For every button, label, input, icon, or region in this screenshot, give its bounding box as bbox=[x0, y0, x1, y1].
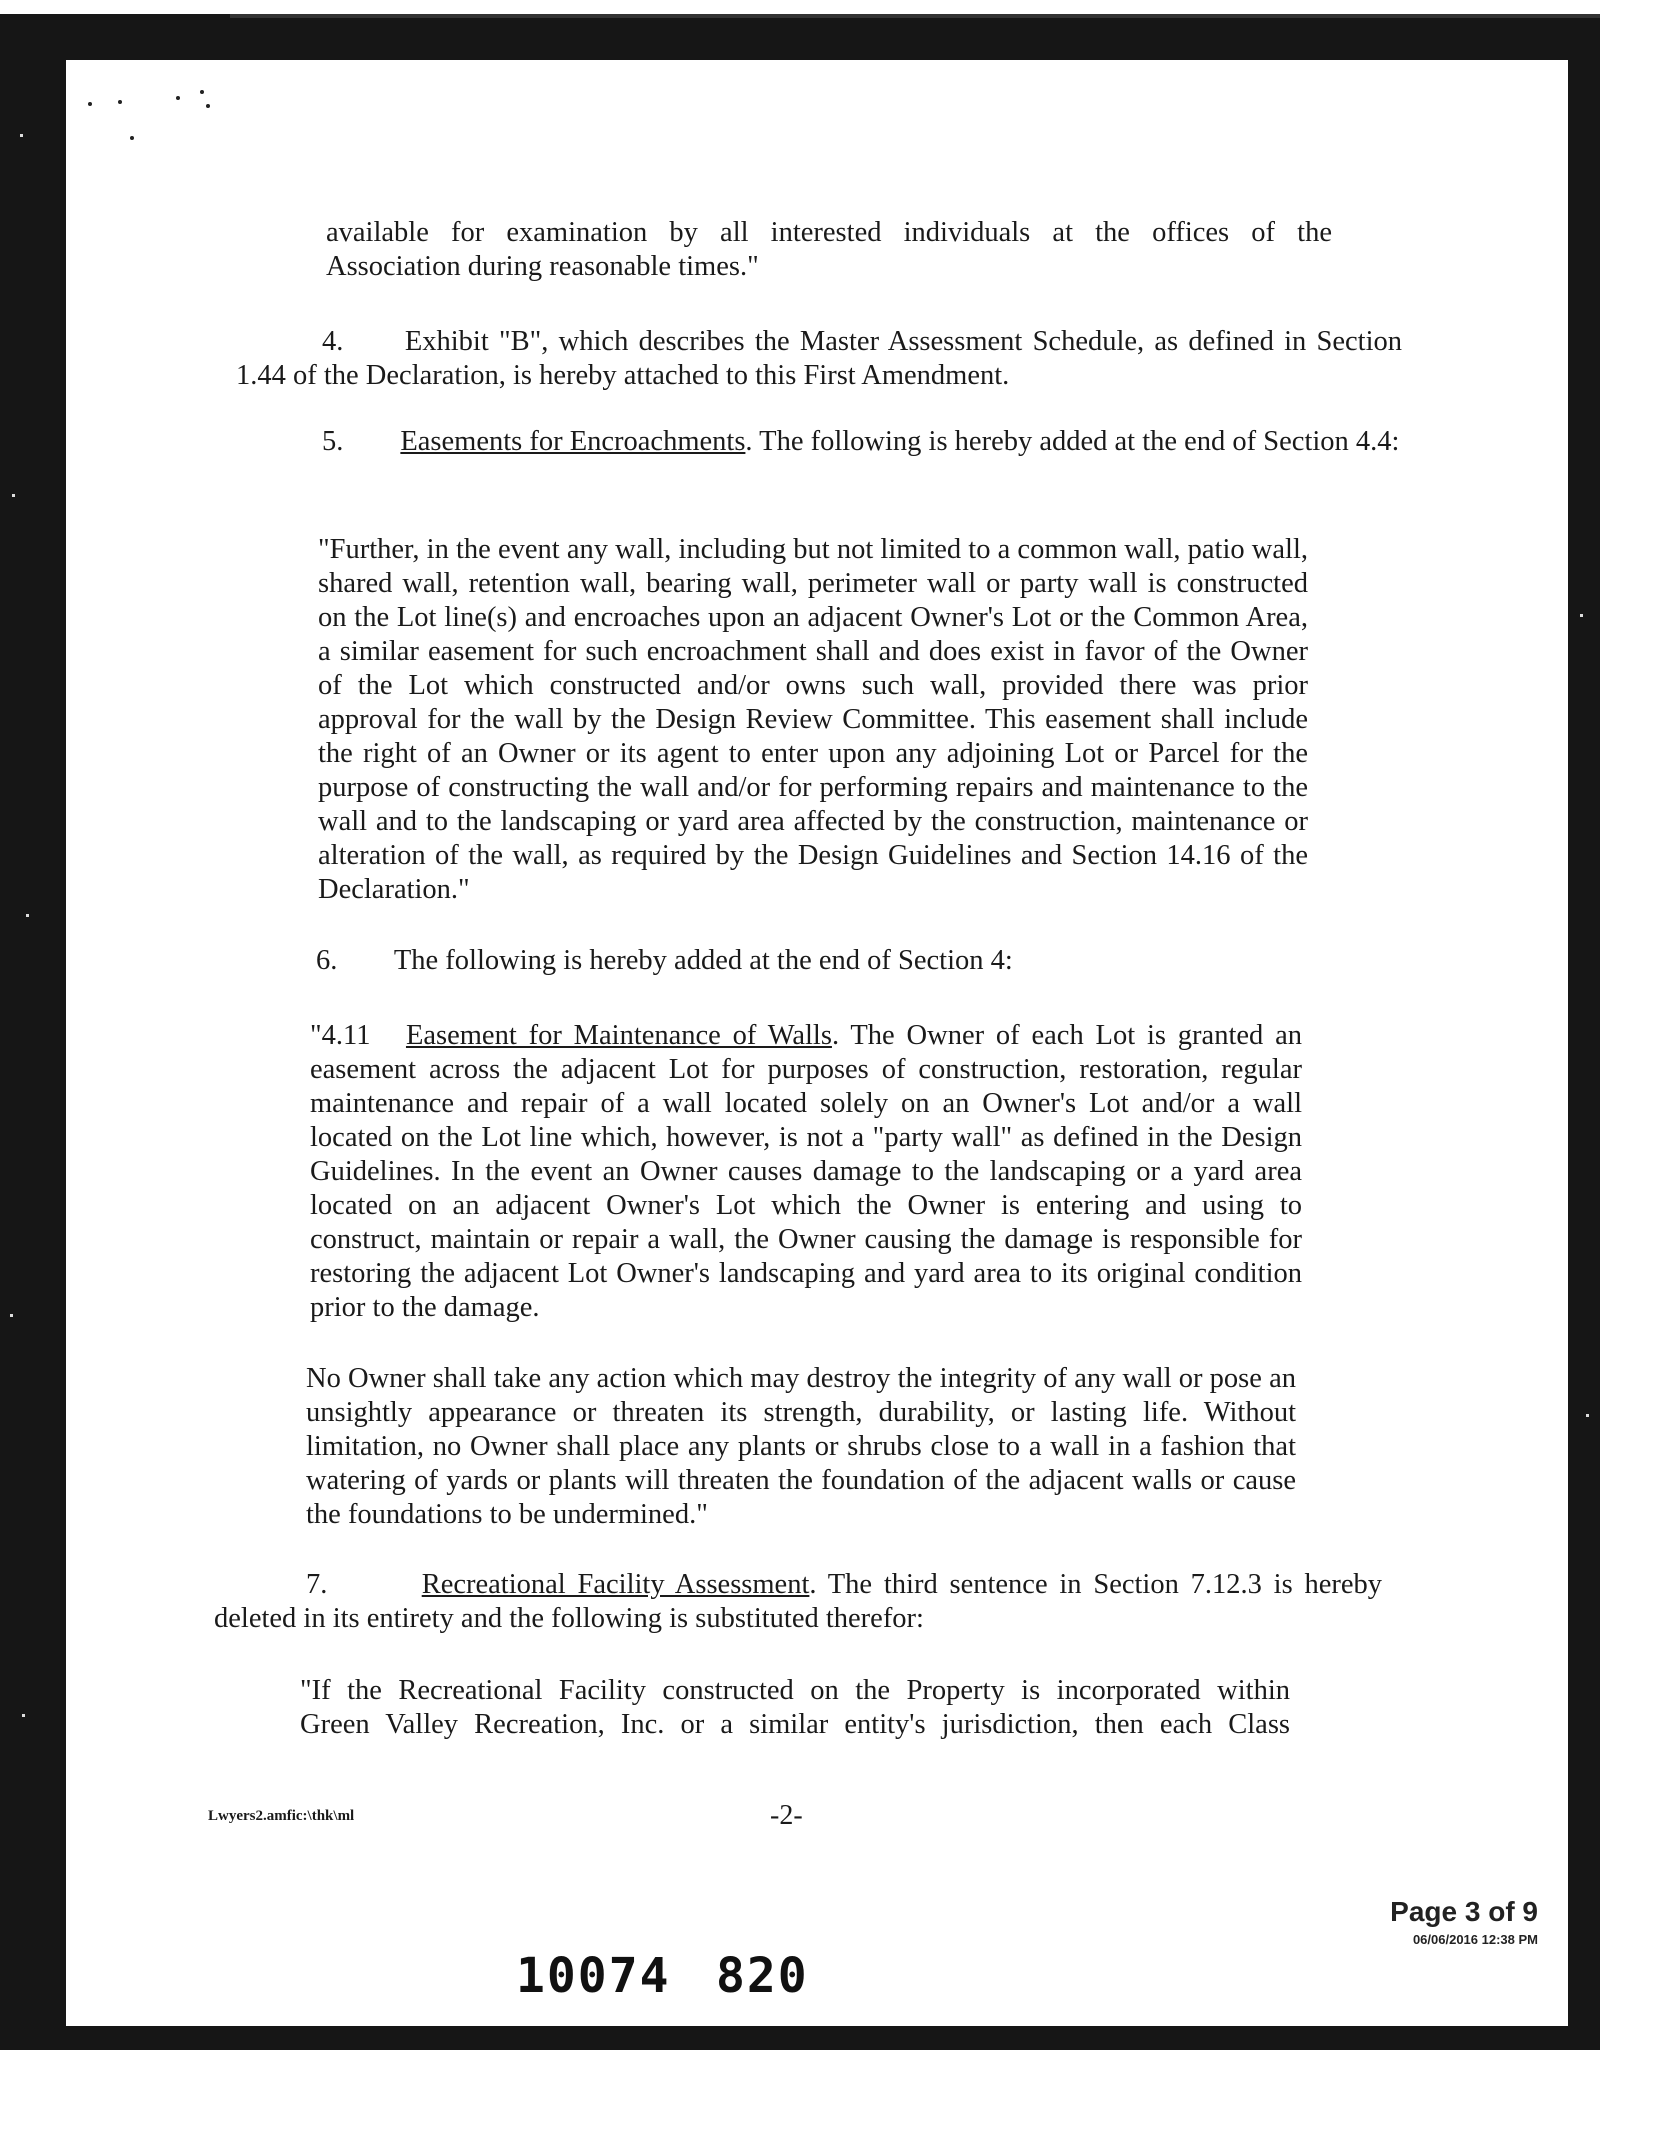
paragraph-continuation bbox=[326, 216, 1332, 284]
book-page-number: 820 bbox=[716, 1948, 809, 2004]
paragraph-7-quote bbox=[300, 1674, 1290, 1742]
continuation-line-2: Association during reasonable times." bbox=[326, 251, 759, 282]
paragraph-7-number: 7. bbox=[306, 1569, 328, 1600]
paragraph-6-quote-2-text: No Owner shall take any action which may destroy the integrity of any wall or pose an unsightly appearance or threaten its strength, durability, or lasting life. Without limitation, no Owner shall place any plants or shrubs close to a wall in a fashion that watering of yards or plants will threaten the foundation of the adjacent walls or cause the foundations to be undermined." bbox=[306, 1363, 1296, 1530]
paper-speck bbox=[206, 104, 210, 108]
scan-speck bbox=[1580, 614, 1583, 617]
paragraph-5-heading: Easements for Encroachments bbox=[400, 426, 746, 457]
scan-speck bbox=[20, 134, 23, 137]
scan-top-rule bbox=[230, 14, 1600, 18]
paragraph-6-quote-2 bbox=[306, 1362, 1296, 1532]
paragraph-5-quote-text: "Further, in the event any wall, including but not limited to a common wall, patio wall, shared wall, retention wall, bearing wall, perimeter wall or party wall is constructed on the Lot line(s) and encroaches upon an adjacent Owner's Lot or the Common Area, a similar easement for such encroachment shall and does exist in favor of the Owner of the Lot which constructed and/or owns such wall, provided there was prior approval for the wall by the Design Review Committee. This easement shall include the right of an Owner or its agent to enter upon any adjoining Lot or Parcel for the purpose of constructing the wall and/or for performing repairs and maintenance to the wall and to the landscaping or yard area affected by the construction, maintenance or alteration of the wall, as required by the Design Guidelines and Section 14.16 of the Declaration." bbox=[318, 534, 1308, 905]
paragraph-7-quote-line-2: Green Valley Recreation, Inc. or a similar entity's jurisdiction, then each Class bbox=[300, 1709, 1290, 1740]
paragraph-5 bbox=[236, 425, 1402, 459]
paragraph-4-number: 4. bbox=[322, 326, 344, 357]
paper-speck bbox=[88, 102, 92, 106]
paragraph-4-text: Exhibit "B", which describes the Master Assessment Schedule, as defined in Section 1.44 of the Declaration, is hereby attached to this First Amendment. bbox=[236, 326, 1402, 391]
paragraph-7-quote-line-1: "If the Recreational Facility constructed on the Property is incorporated within bbox=[300, 1675, 1290, 1706]
paragraph-5-quote bbox=[318, 533, 1308, 907]
scan-speck bbox=[12, 494, 15, 497]
paper-speck bbox=[176, 96, 180, 100]
continuation-line-1: available for examination by all interested individuals at the offices of the bbox=[326, 217, 1332, 248]
paper-speck bbox=[200, 90, 204, 94]
page-count-stamp: Page 3 of 9 bbox=[1390, 1896, 1538, 1927]
scan-speck bbox=[26, 914, 29, 917]
paragraph-7-text: . The third sentence in Section 7.12.3 is hereby deleted in its entirety and the following is substituted therefor: bbox=[214, 1569, 1383, 1634]
stamp-datetime: 06/06/2016 12:38 PM bbox=[1412, 1932, 1538, 1947]
section-4-11-quote bbox=[310, 1019, 1302, 1325]
paragraph-7 bbox=[214, 1568, 1382, 1636]
scan-speck bbox=[1586, 1414, 1589, 1417]
paragraph-6-text: The following is hereby added at the end of Section 4: bbox=[393, 945, 1013, 976]
paragraph-5-number: 5. bbox=[322, 426, 344, 457]
book-number: 10074 bbox=[516, 1948, 671, 2004]
section-4-11-heading: Easement for Maintenance of Walls bbox=[405, 1020, 832, 1051]
footer-page-number: -2- bbox=[770, 1800, 803, 1831]
paragraph-6 bbox=[316, 944, 1316, 978]
paragraph-5-text: . The following is hereby added at the end of Section 4.4: bbox=[745, 426, 1400, 457]
footer-file-reference: Lwyers2.amfic:\thk\ml bbox=[208, 1808, 355, 1824]
section-4-11-text: . The Owner of each Lot is granted an easement across the adjacent Lot for purposes of construction, restoration, regular maintenance and repair of a wall located solely on an Owner's Lot and/or a wall located on the Lot line which, however, is not a "party wall" as defined in the Design Guidelines. In the event an Owner causes damage to the landscaping or a yard area located on an adjacent Owner's Lot which the Owner is entering and using to construct, maintain or repair a wall, the Owner causing the damage is responsible for restoring the adjacent Lot Owner's landscaping and yard area to its original condition prior to the damage. bbox=[310, 1020, 1302, 1323]
paper-speck bbox=[118, 100, 122, 104]
paragraph-7-heading: Recreational Facility Assessment bbox=[421, 1569, 810, 1600]
paragraph-6-number: 6. bbox=[316, 945, 338, 976]
paper-speck bbox=[130, 136, 134, 140]
scan-speck bbox=[22, 1714, 25, 1717]
scan-speck bbox=[10, 1314, 13, 1317]
paragraph-4 bbox=[236, 325, 1402, 393]
section-4-11-lead: "4.11 bbox=[310, 1020, 371, 1051]
